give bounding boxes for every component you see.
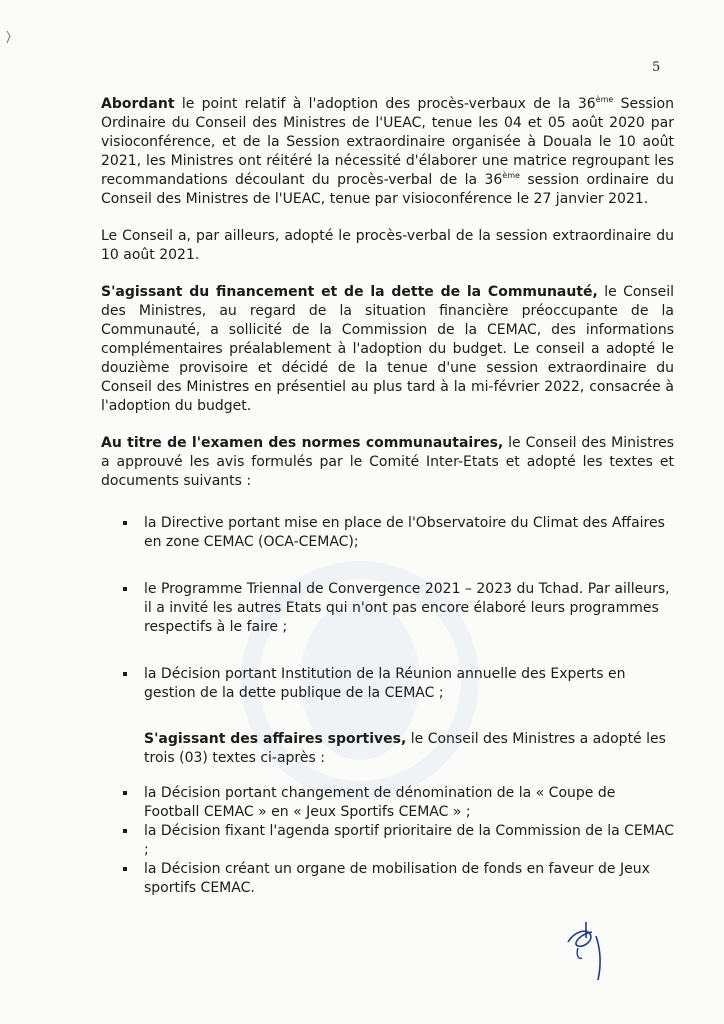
list-item [101,822,674,860]
bullet-icon [123,521,127,525]
paragraph-text: le Conseil des Ministres, au regard de la situation financière préoccupante de la Communauté, a sollicité de la Commission de la CEMAC, des informations complémentaires préalablement à l'adoption du budget. Le conseil a adopté le douzième provisoire et décidé de la tenue d'une session extraordinaire du Conseil des Ministres en présentiel au plus tard à la mi-février 2022, consacrée à l'adoption du budget. [101,284,674,414]
paragraph-text: Le Conseil a, par ailleurs, adopté le procès-verbal de la session extraordinaire du 10 août 2021. [101,228,674,263]
handwritten-initials [556,914,616,984]
list-item-text: la Décision portant changement de dénomination de la « Coupe de Football CEMAC » en « Jeux Sportifs CEMAC » ; [144,785,616,820]
lead-text: Abordant [101,96,175,112]
list-item [101,784,674,822]
bullet-icon [123,672,127,676]
document-body [101,95,674,898]
paragraph-text: le Conseil des Ministres a approuvé les avis formulés par le Comité Inter-Etats et adopté les textes et documents suivants : [101,435,674,489]
list-item-text: la Décision fixant l'agenda sportif prioritaire de la Commission de la CEMAC ; [144,823,674,858]
paragraph-council-adoption [101,227,674,265]
list-item-text: le Programme Triennal de Convergence 2021 – 2023 du Tchad. Par ailleurs, il a invité les autres Etats qui n'ont pas encore élaboré leurs programmes respectifs à le faire ; [144,581,670,635]
list-item [101,665,674,703]
paragraph-financing-debt [101,283,674,416]
page-number: 5 [652,60,661,75]
ordinal-suffix: ème [502,171,520,180]
list-item [101,860,674,898]
list-item [101,580,674,637]
paragraph-text: session ordinaire du Conseil des Ministres de l'UEAC, tenue par visioconférence le 27 janvier 2021. [101,172,674,207]
list-item-text: la Directive portant mise en place de l'Observatoire du Climat des Affaires en zone CEMAC (OCA-CEMAC); [144,515,665,550]
list-item [101,514,674,552]
adopted-texts-list [101,514,674,703]
lead-text: S'agissant des affaires sportives, [144,731,407,747]
bullet-icon [123,829,127,833]
paragraph-sports [144,730,674,768]
paragraph-adoption-minutes [101,95,674,209]
ordinal-suffix: ème [595,95,614,104]
paragraph-text: le Conseil des Ministres a adopté les trois (03) textes ci-après : [144,731,666,766]
paragraph-text: Session Ordinaire du Conseil des Ministres de l'UEAC, tenue les 04 et 05 août 2020 par visioconférence, et de la Session extraordinaire organisée à Douala le 10 août 2021, les Ministres ont réitéré la nécessité d'élaborer une matrice regroupant les recommandations découlant du procès-verbal de la 36 [101,96,674,188]
bullet-icon [123,867,127,871]
list-item-text: la Décision créant un organe de mobilisation de fonds en faveur de Jeux sportifs CEMAC. [144,861,650,896]
paragraph-community-norms [101,434,674,491]
lead-text: Au titre de l'examen des normes communautaires, [101,435,504,451]
paragraph-text: le point relatif à l'adoption des procès-verbaux de la 36 [174,96,596,112]
list-item-text: la Décision portant Institution de la Réunion annuelle des Experts en gestion de la dette publique de la CEMAC ; [144,666,626,701]
lead-text: S'agissant du financement et de la dette de la Communauté, [101,284,598,300]
sports-texts-list [101,784,674,898]
corner-mark [4,30,14,44]
bullet-icon [123,791,127,795]
bullet-icon [123,587,127,591]
